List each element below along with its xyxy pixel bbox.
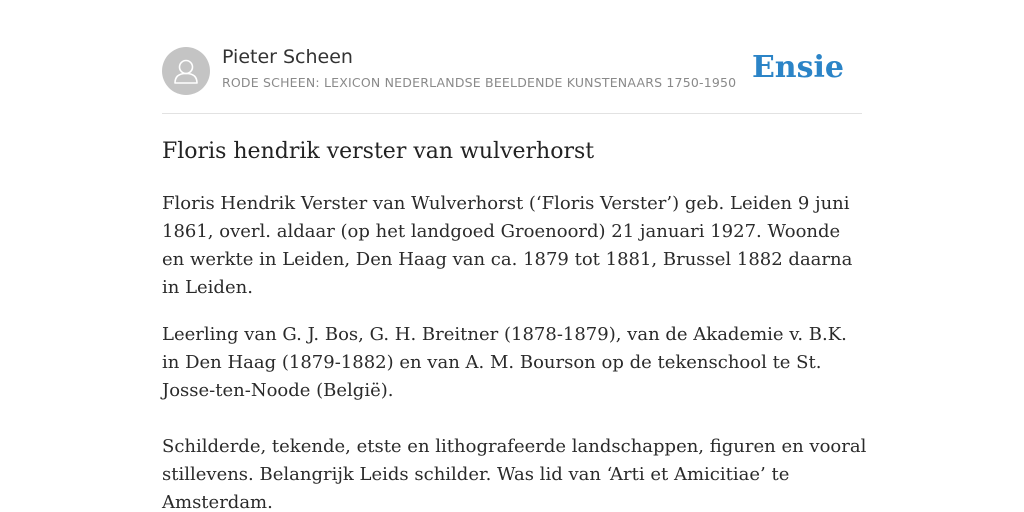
brand-logo[interactable]: Ensie xyxy=(751,50,844,85)
header-divider xyxy=(162,113,862,114)
article-paragraph-2: Leerling van G. J. Bos, G. H. Breitner (1878-1879), van de Akademie v. B.K. in Den Haag (1879-1882) en van A. M. Bourson op de tekenschool te St. Josse-ten-Noode (België). xyxy=(162,324,847,401)
author-avatar[interactable] xyxy=(162,47,210,95)
source-title[interactable]: RODE SCHEEN: LEXICON NEDERLANDSE BEELDENDE KUNSTENAARS 1750-1950 xyxy=(222,75,737,90)
article-body xyxy=(162,190,867,512)
article-paragraph-3: Schilderde, tekende, etste en lithografeerde landschappen, figuren en vooral stillevens. Belangrijk Leids schilder. Was lid van ‘Arti et Amicitiae’ te Amsterdam. xyxy=(162,436,867,512)
article-paragraph-1: Floris Hendrik Verster van Wulverhorst (‘Floris Verster’) geb. Leiden 9 juni 1861, overl. aldaar (op het landgoed Groenoord) 21 januari 1927. Woonde en werkte in Leiden, Den Haag van ca. 1879 tot 1881, Brussel 1882 daarna in Leiden. xyxy=(162,193,853,298)
author-name[interactable]: Pieter Scheen xyxy=(222,46,353,68)
article-title: Floris hendrik verster van wulverhorst xyxy=(162,139,595,164)
author-header xyxy=(162,44,862,100)
user-avatar-icon xyxy=(162,47,210,95)
